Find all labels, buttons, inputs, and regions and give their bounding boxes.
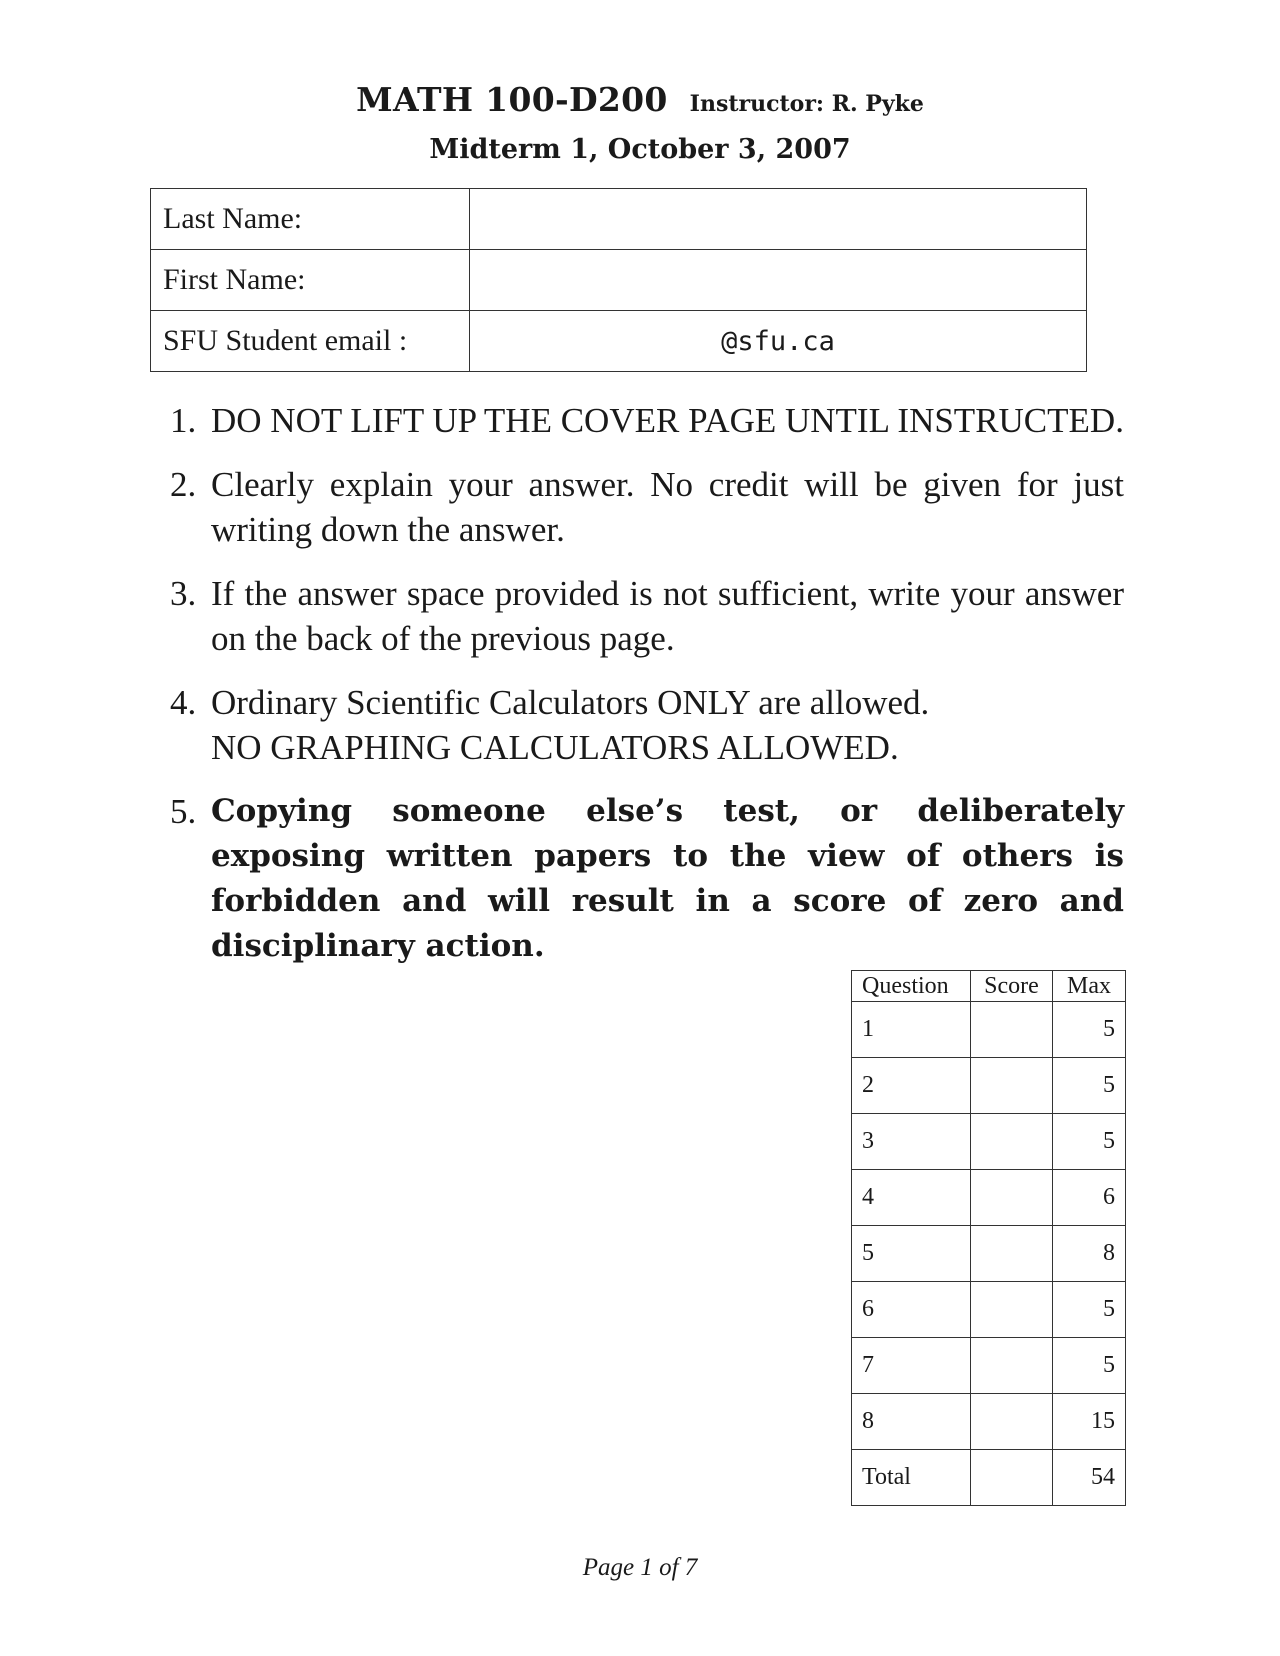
question-cell: 7	[852, 1338, 971, 1394]
question-cell: 2	[852, 1058, 971, 1114]
instruction-text: If the answer space provided is not sufficient, write your answer on the back of the previous page.	[211, 574, 1124, 658]
max-cell: 5	[1053, 1114, 1126, 1170]
question-header: Question	[852, 971, 971, 1002]
question-cell: 8	[852, 1394, 971, 1450]
question-cell: 5	[852, 1226, 971, 1282]
instruction-number: 3.	[170, 574, 197, 613]
max-cell: 6	[1053, 1170, 1126, 1226]
total-label: Total	[852, 1450, 971, 1506]
table-row	[852, 1002, 1126, 1058]
instruction-item	[170, 789, 1124, 969]
score-cell[interactable]	[971, 1338, 1053, 1394]
table-row	[852, 1170, 1126, 1226]
instruction-item	[170, 571, 1124, 661]
score-table-header	[852, 971, 1126, 1002]
score-table	[851, 970, 1126, 1506]
max-cell: 5	[1053, 1338, 1126, 1394]
total-max-cell: 54	[1053, 1450, 1126, 1506]
table-row	[852, 1058, 1126, 1114]
question-cell: 1	[852, 1002, 971, 1058]
instructor-name: Instructor: R. Pyke	[689, 91, 924, 117]
score-cell[interactable]	[971, 1226, 1053, 1282]
total-row	[852, 1450, 1126, 1506]
instruction-text-line1: Ordinary Scientific Calculators ONLY are allowed.	[211, 683, 930, 722]
question-cell: 3	[852, 1114, 971, 1170]
last-name-row	[151, 189, 1087, 250]
table-row	[852, 1338, 1126, 1394]
max-cell: 5	[1053, 1002, 1126, 1058]
first-name-label: First Name:	[151, 250, 470, 311]
instruction-text-line2: NO GRAPHING CALCULATORS ALLOWED.	[211, 728, 899, 767]
student-info-table	[150, 188, 1087, 372]
table-row	[852, 1282, 1126, 1338]
question-cell: 4	[852, 1170, 971, 1226]
last-name-field[interactable]	[470, 189, 1087, 250]
score-header: Score	[971, 971, 1053, 1002]
max-cell: 15	[1053, 1394, 1126, 1450]
instruction-text: DO NOT LIFT UP THE COVER PAGE UNTIL INSTRUCTED.	[211, 401, 1124, 440]
instruction-number: 1.	[170, 401, 197, 440]
max-cell: 5	[1053, 1282, 1126, 1338]
instruction-number: 4.	[170, 683, 197, 722]
instruction-text: Copying someone else’s test, or deliberately exposing written papers to the view of others is forbidden and will result in a score of zero and disciplinary action.	[211, 793, 1124, 964]
instruction-item	[170, 462, 1124, 552]
score-cell[interactable]	[971, 1170, 1053, 1226]
score-cell[interactable]	[971, 1282, 1053, 1338]
question-cell: 6	[852, 1282, 971, 1338]
instruction-list	[170, 398, 1124, 988]
email-field[interactable]	[470, 311, 1087, 372]
max-cell: 5	[1053, 1058, 1126, 1114]
page-number: Page 1 of 7	[582, 1554, 698, 1581]
score-cell[interactable]	[971, 1114, 1053, 1170]
instruction-text: Clearly explain your answer. No credit will be given for just writing down the answer.	[211, 465, 1124, 549]
score-cell[interactable]	[971, 1002, 1053, 1058]
total-score-cell[interactable]	[971, 1450, 1053, 1506]
email-row	[151, 311, 1087, 372]
exam-date: Midterm 1, October 3, 2007	[429, 134, 851, 165]
first-name-field[interactable]	[470, 250, 1087, 311]
last-name-label: Last Name:	[151, 189, 470, 250]
instruction-item	[170, 398, 1124, 443]
instruction-number: 5.	[170, 792, 197, 831]
table-row	[852, 1394, 1126, 1450]
email-suffix: @sfu.ca	[721, 326, 835, 357]
max-cell: 8	[1053, 1226, 1126, 1282]
instruction-number: 2.	[170, 465, 197, 504]
table-row	[852, 1114, 1126, 1170]
score-cell[interactable]	[971, 1058, 1053, 1114]
email-label: SFU Student email :	[151, 311, 470, 372]
course-title: MATH 100-D200	[356, 80, 668, 119]
exam-header	[0, 80, 1280, 119]
table-row	[852, 1226, 1126, 1282]
max-header: Max	[1053, 971, 1126, 1002]
first-name-row	[151, 250, 1087, 311]
score-cell[interactable]	[971, 1394, 1053, 1450]
instruction-item	[170, 680, 1124, 770]
